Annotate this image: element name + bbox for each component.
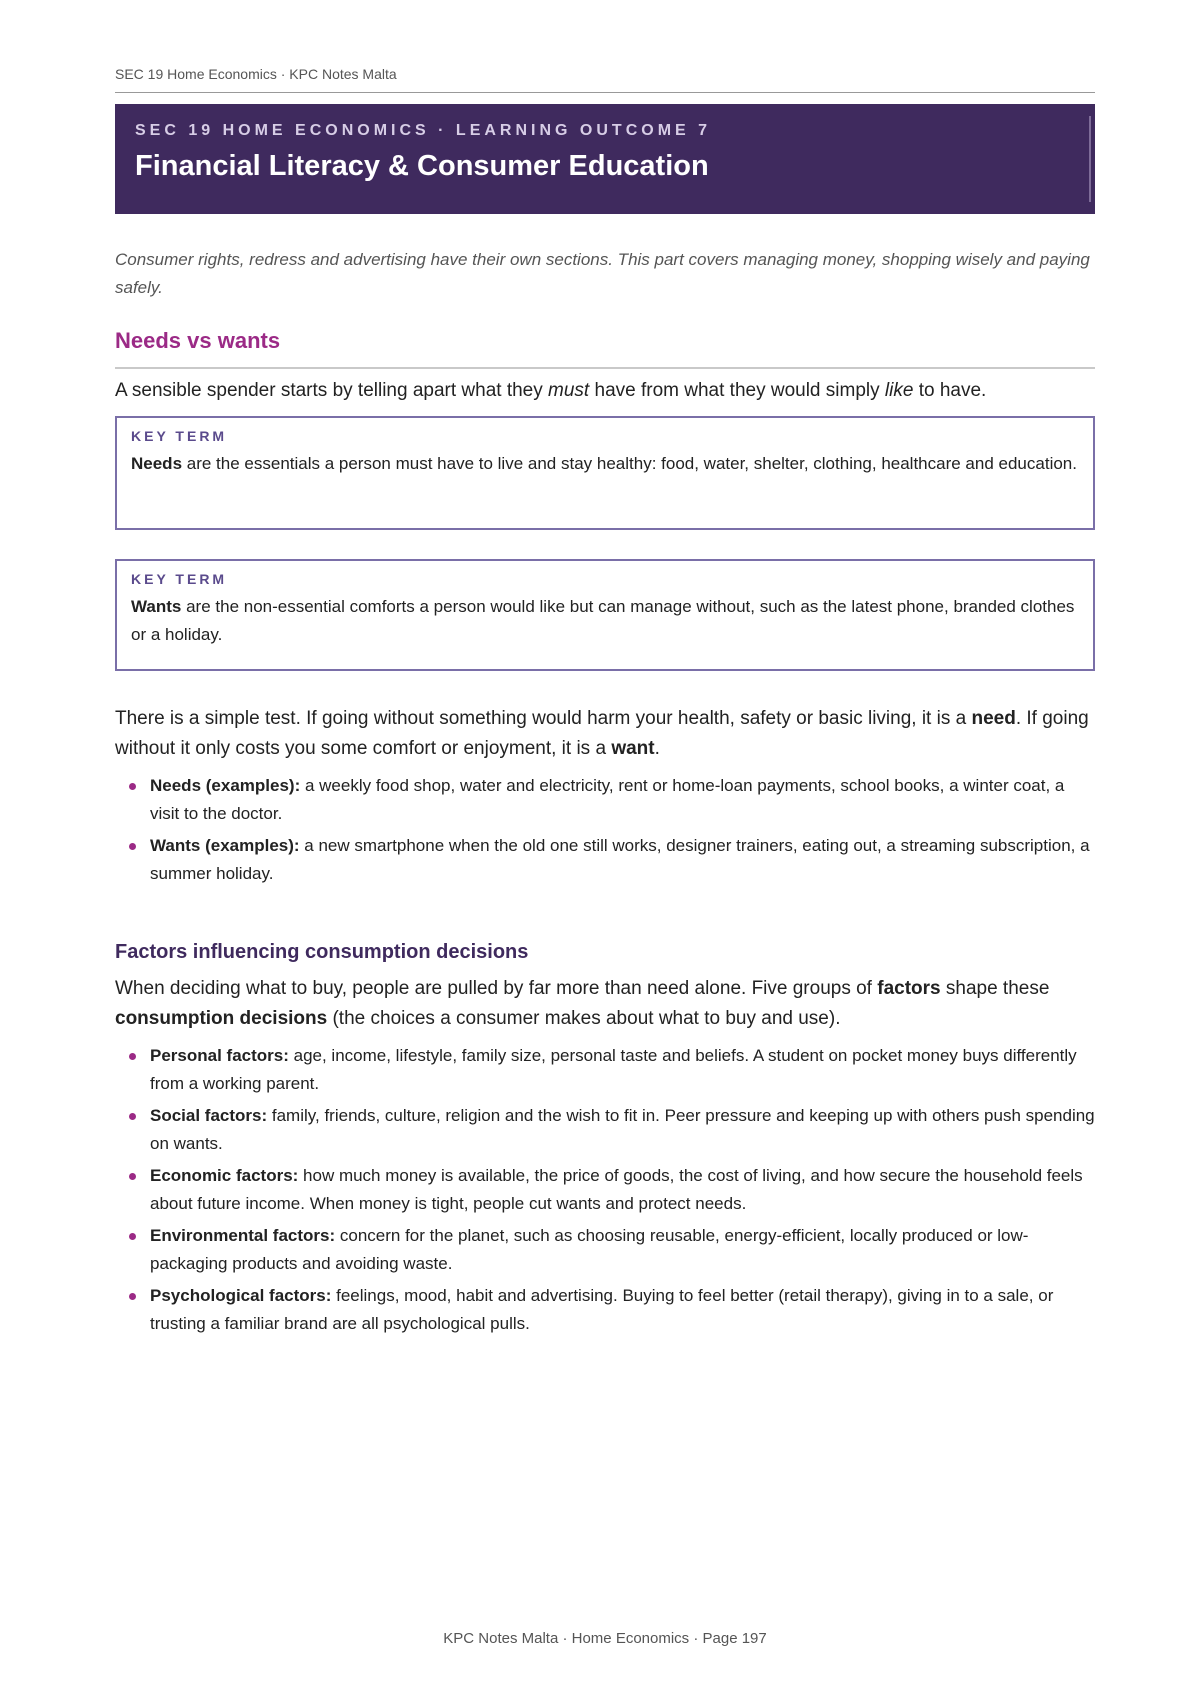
bold-factors: factors bbox=[877, 978, 941, 999]
page-footer: KPC Notes Malta · Home Economics · Page 197 bbox=[443, 1630, 767, 1647]
lead-emphasis-must: must bbox=[548, 380, 590, 401]
key-term-text: are the non-essential comforts a person would like but can manage without, such as the latest phone, branded clothes or a holiday. bbox=[131, 597, 1075, 644]
bold-need: need bbox=[971, 708, 1016, 729]
key-term-definition bbox=[131, 593, 1079, 649]
list-item-text: a weekly food shop, water and electricity, rent or home-loan payments, school books, a winter coat, a visit to the doctor. bbox=[150, 776, 1065, 823]
bullet-icon bbox=[129, 1113, 136, 1120]
key-term-box-needs bbox=[115, 416, 1095, 530]
header-rule bbox=[115, 92, 1095, 93]
key-term-text: are the essentials a person must have to live and stay healthy: food, water, shelter, clothing, healthcare and education. bbox=[182, 454, 1077, 473]
list-item-label: Social factors: bbox=[150, 1106, 268, 1125]
paragraph-text: There is a simple test. If going without something would harm your health, safety or basic living, it is a bbox=[115, 708, 972, 729]
list-item bbox=[115, 1282, 1095, 1338]
lead-text: to have. bbox=[913, 380, 987, 401]
section-rule bbox=[115, 367, 1095, 369]
bullet-icon bbox=[129, 1173, 136, 1180]
section-heading-needs-wants: Needs vs wants bbox=[115, 328, 281, 353]
list-item-text: concern for the planet, such as choosing reusable, energy-efficient, locally produced or low-packaging products and avoiding waste. bbox=[150, 1226, 1029, 1273]
running-header: SEC 19 Home Economics · KPC Notes Malta bbox=[115, 66, 397, 82]
list-item-label: Needs (examples): bbox=[150, 776, 301, 795]
bullet-icon bbox=[129, 1053, 136, 1060]
paragraph-text: When deciding what to buy, people are pulled by far more than need alone. Five groups of bbox=[115, 978, 878, 999]
list-item bbox=[115, 1162, 1095, 1218]
bold-want: want bbox=[611, 738, 655, 759]
title-banner bbox=[115, 104, 1095, 214]
lead-text: A sensible spender starts by telling apart what they bbox=[115, 380, 549, 401]
paragraph-text: . If going without it only costs you some comfort or enjoyment, it is a bbox=[115, 708, 1089, 759]
bullet-icon bbox=[129, 1293, 136, 1300]
key-term-label: KEY TERM bbox=[131, 571, 228, 587]
key-term-definition bbox=[131, 450, 1079, 478]
lead-paragraph bbox=[115, 377, 1095, 405]
key-term-word: Wants bbox=[131, 597, 182, 616]
list-item-label: Personal factors: bbox=[150, 1046, 289, 1065]
list-item bbox=[115, 832, 1095, 888]
key-term-word: Needs bbox=[131, 454, 183, 473]
list-item bbox=[115, 1222, 1095, 1278]
list-item-text: how much money is available, the price of goods, the cost of living, and how secure the household feels about future income. When money is tight, people cut wants and protect needs. bbox=[150, 1166, 1083, 1213]
bullet-icon bbox=[129, 843, 136, 850]
paragraph-text: . bbox=[654, 738, 660, 759]
paragraph-text: (the choices a consumer makes about what to buy and use). bbox=[327, 1008, 841, 1029]
list-item-text: family, friends, culture, religion and the wish to fit in. Peer pressure and keeping up with others push spending on wants. bbox=[150, 1106, 1095, 1153]
factors-paragraph bbox=[115, 974, 1095, 1034]
list-item-label: Economic factors: bbox=[150, 1166, 299, 1185]
bullet-icon bbox=[129, 1233, 136, 1240]
list-item-text: a new smartphone when the old one still works, designer trainers, eating out, a streaming subscription, a summer holiday. bbox=[150, 836, 1090, 883]
key-term-label: KEY TERM bbox=[131, 428, 228, 444]
list-item-label: Wants (examples): bbox=[150, 836, 300, 855]
factors-list bbox=[115, 1042, 1095, 1342]
intro-text: Consumer rights, redress and advertising have their own sections. This part covers managing money, shopping wisely and paying safely. bbox=[115, 250, 1090, 297]
lead-emphasis-like: like bbox=[884, 380, 914, 401]
key-term-box-wants bbox=[115, 559, 1095, 671]
page-title: Financial Literacy & Consumer Education bbox=[135, 150, 709, 182]
paragraph-text: shape these bbox=[940, 978, 1050, 999]
bold-consumption-decisions: consumption decisions bbox=[115, 1008, 328, 1029]
list-item-text: feelings, mood, habit and advertising. Buying to feel better (retail therapy), giving in to a sale, or trusting a familiar brand are all psychological pulls. bbox=[150, 1286, 1054, 1333]
list-item-label: Psychological factors: bbox=[150, 1286, 332, 1305]
list-item bbox=[115, 772, 1095, 828]
list-item bbox=[115, 1102, 1095, 1158]
banner-kicker: SEC 19 HOME ECONOMICS · LEARNING OUTCOME 7 bbox=[135, 122, 712, 139]
examples-list bbox=[115, 772, 1095, 892]
section-heading-factors: Factors influencing consumption decisions bbox=[115, 941, 529, 963]
list-item bbox=[115, 1042, 1095, 1098]
simple-test-paragraph bbox=[115, 704, 1095, 764]
list-item-text: age, income, lifestyle, family size, personal taste and beliefs. A student on pocket money buys differently from a working parent. bbox=[150, 1046, 1077, 1093]
list-item-label: Environmental factors: bbox=[150, 1226, 336, 1245]
bullet-icon bbox=[129, 783, 136, 790]
lead-text: have from what they would simply bbox=[589, 380, 885, 401]
